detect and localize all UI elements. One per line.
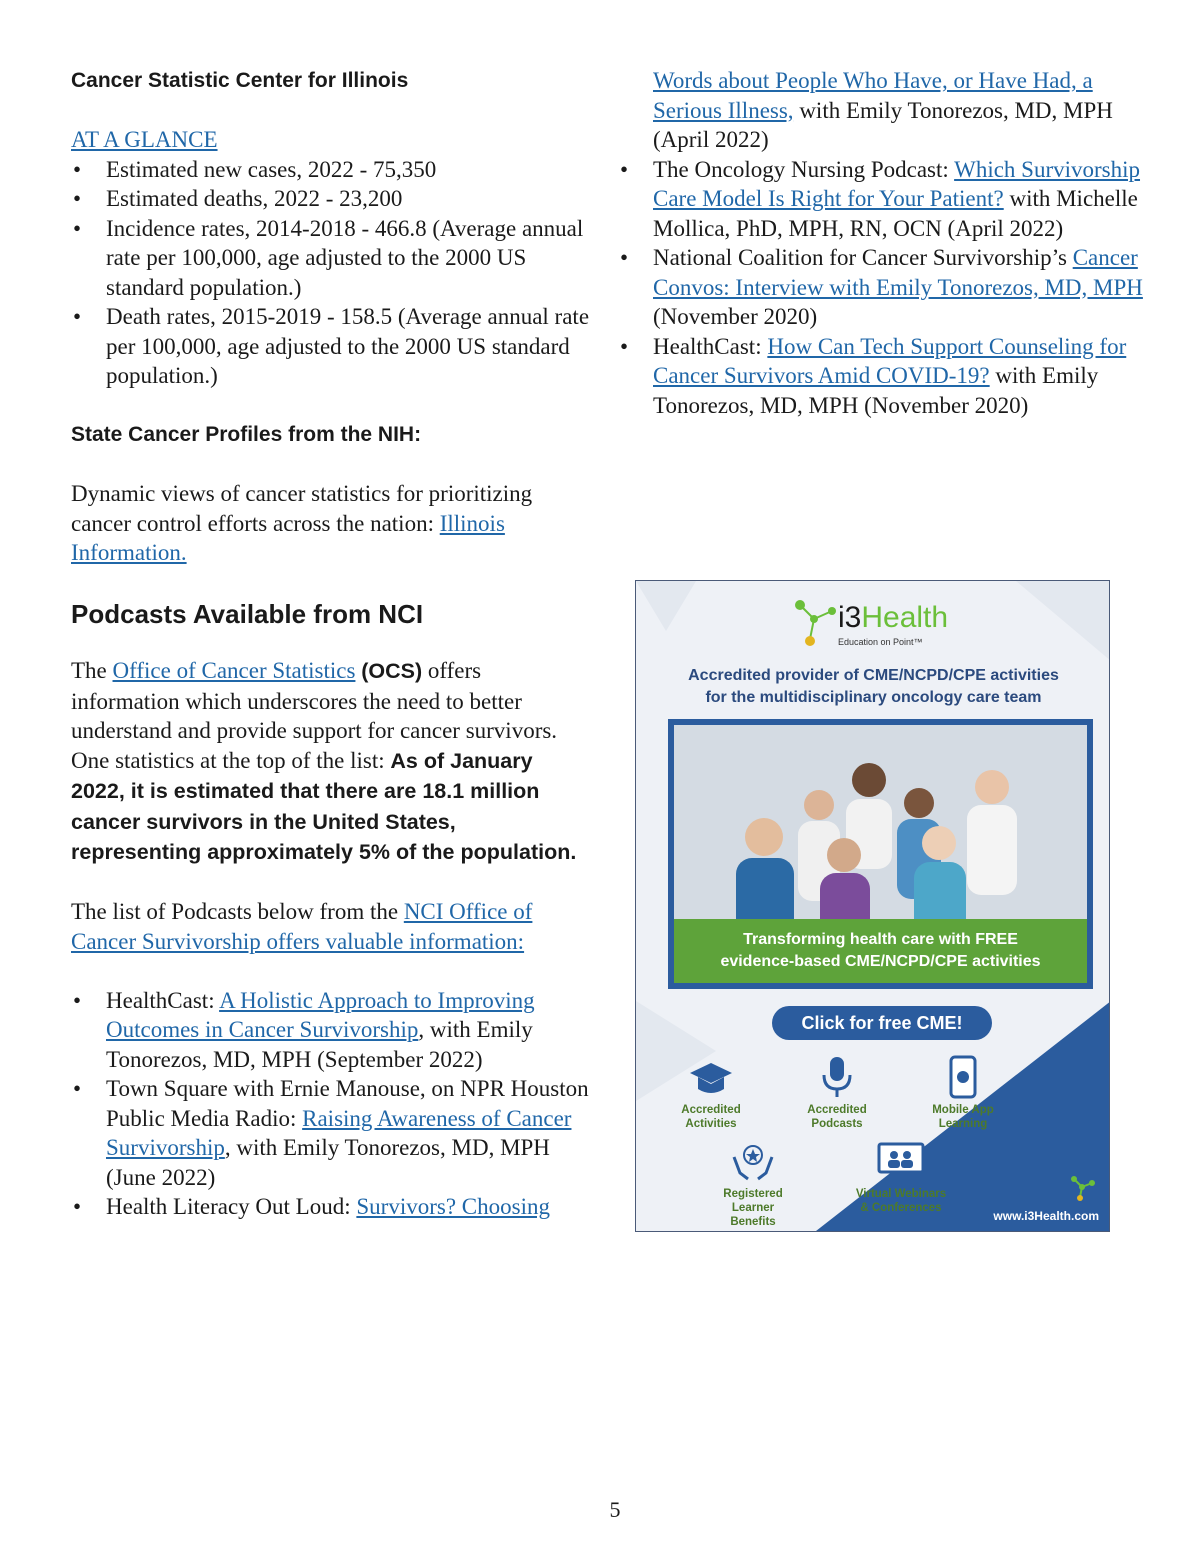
podcast-list-left: [71, 986, 591, 1222]
ocs-paragraph: The Office of Cancer Statistics (OCS) offers information which underscores the need to better understand and provide support for cancer survivors. One statistics at the top of the list: As of January 2022, it is estimated that there are 18.1 million cancer survivors in the United States, representing approximately 5% of the population.: [71, 658, 577, 864]
at-a-glance-link[interactable]: AT A GLANCE: [71, 127, 218, 152]
podcast-link[interactable]: Survivors? Choosing: [356, 1194, 550, 1219]
molecule-icon: [1068, 1173, 1098, 1203]
brand-tagline: Education on Point™: [838, 637, 923, 647]
healthcare-team-photo: [668, 719, 1093, 989]
list-item: • National Coalition for Cancer Survivorship’s Cancer Convos: Interview with Emily Tonorezos, MD, MPH (November 2020): [620, 245, 1143, 329]
list-item: • Town Square with Ernie Manouse, on NPR Houston Public Media Radio: Raising Awareness of Cancer Survivorship, with Emily Tonorezos, MD, MPH (June 2022): [73, 1076, 589, 1190]
list-item: • The Oncology Nursing Podcast: Which Survivorship Care Model Is Right for Your Patient? with Michelle Mollica, PhD, MPH, RN, OCN (April 2022): [620, 156, 1141, 241]
list-item: • Estimated deaths, 2022 - 23,200: [73, 186, 403, 211]
virtual-webinars-feature: Virtual Webinars & Conferences: [851, 1141, 951, 1215]
podcasts-heading: Podcasts Available from NCI: [71, 599, 424, 629]
webinar-monitor-icon: [876, 1141, 926, 1183]
page-number: 5: [609, 1497, 621, 1522]
podcast-link[interactable]: Which Survivorship Care Model Is Right for Your Patient?: [653, 156, 1141, 211]
hands-star-icon: [730, 1143, 776, 1183]
ocs-link[interactable]: Office of Cancer Statistics: [112, 658, 356, 683]
stats-list: [71, 155, 591, 391]
podcast-list-intro: The list of Podcasts below from the NCI Office of Cancer Survivorship offers valuable information:: [71, 899, 533, 954]
podcast-link[interactable]: Raising Awareness of Cancer Survivorship: [106, 1105, 572, 1160]
free-cme-button[interactable]: Click for free CME!: [772, 1006, 992, 1040]
brand-name: i3Health: [838, 601, 949, 634]
ad-url-link[interactable]: www.i3Health.com: [993, 1209, 1099, 1223]
mobile-app-learning-feature: Mobile App Learning: [918, 1055, 1008, 1131]
list-item: • HealthCast: How Can Tech Support Counseling for Cancer Survivors Amid COVID-19? with Emily Tonorezos, MD, MPH (November 2020): [620, 333, 1127, 418]
microphone-icon: [817, 1055, 857, 1099]
stats-center-heading: Cancer Statistic Center for Illinois: [71, 69, 409, 92]
ad-headline: Accredited provider of CME/NCPD/CPE activities for the multidisciplinary oncology care team: [688, 667, 1059, 706]
list-item: • Estimated new cases, 2022 - 75,350: [73, 156, 437, 182]
i3health-ad[interactable]: [635, 580, 1110, 1232]
left-column: [71, 66, 591, 1222]
state-profiles-heading: State Cancer Profiles from the NIH:: [71, 423, 422, 446]
registered-learner-feature: Registered Learner Benefits: [708, 1143, 798, 1229]
nci-survivorship-link[interactable]: NCI Office of Cancer Survivorship offers valuable information:: [71, 899, 533, 954]
podcast-list-right: [620, 66, 1143, 420]
list-item: • Health Literacy Out Loud: Survivors? Choosing: [73, 1194, 550, 1219]
right-column: [620, 66, 1143, 420]
profiles-paragraph: Dynamic views of cancer statistics for prioritizing cancer control efforts across the nation: Illinois Information.: [71, 481, 533, 565]
podcast-link[interactable]: A Holistic Approach to Improving Outcomes in Cancer Survivorship: [106, 987, 535, 1042]
list-item: • Incidence rates, 2014-2018 - 466.8 (Average annual rate per 100,000, age adjusted to the 2000 US standard population.): [73, 215, 584, 300]
podcast-link[interactable]: How Can Tech Support Counseling for Cancer Survivors Amid COVID-19?: [653, 333, 1127, 388]
graduation-cap-icon: [688, 1059, 734, 1099]
illinois-info-link[interactable]: Illinois Information.: [71, 510, 505, 565]
list-item: • HealthCast: A Holistic Approach to Improving Outcomes in Cancer Survivorship, with Emily Tonorezos, MD, MPH (September 2022): [73, 987, 535, 1072]
list-item: • Death rates, 2015-2019 - 158.5 (Average annual rate per 100,000, age adjusted to the 2000 US standard population.): [73, 304, 590, 388]
mobile-phone-icon: [945, 1055, 981, 1099]
accredited-podcasts-feature: Accredited Podcasts: [792, 1055, 882, 1131]
ad-banner: Transforming health care with FREE evidence-based CME/NCPD/CPE activities: [674, 919, 1087, 983]
list-item: Words about People Who Have, or Have Had, a Serious Illness, with Emily Tonorezos, MD, MPH (April 2022): [653, 68, 1113, 152]
podcast-link[interactable]: Words about People Who Have, or Have Had, a Serious Illness,: [653, 68, 1093, 123]
podcast-link[interactable]: Cancer Convos: Interview with Emily Tonorezos, MD, MPH: [653, 245, 1143, 300]
accredited-activities-feature: Accredited Activities: [666, 1059, 756, 1131]
